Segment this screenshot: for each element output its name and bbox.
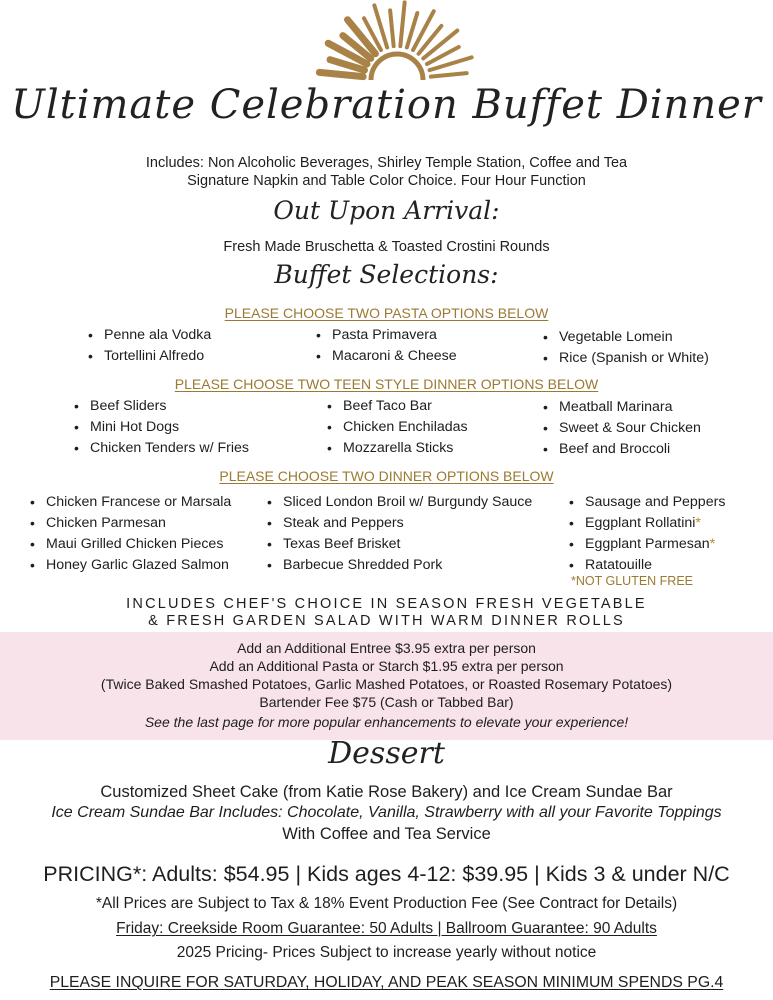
friday-guarantee: Friday: Creekside Room Guarantee: 50 Adults | Ballroom Guarantee: 90 Adults: [116, 920, 657, 937]
pricing-line: PRICING*: Adults: $54.95 | Kids ages 4-12: $39.95 | Kids 3 & under N/C: [43, 862, 730, 886]
addon-entree: Add an Additional Entree $3.95 extra per person: [237, 640, 536, 656]
list-item: • Rice (Spanish or White): [543, 348, 709, 369]
dessert-heading: Dessert: [328, 736, 445, 771]
list-item: • Vegetable Lomein: [543, 327, 709, 348]
list-item: • Steak and Peppers: [267, 513, 532, 534]
addon-potatoes: (Twice Baked Smashed Potatoes, Garlic Mashed Potatoes, or Roasted Rosemary Potatoes): [100, 676, 673, 692]
list-item: • Penne ala Vodka: [88, 325, 211, 346]
inquire-note: PLEASE INQUIRE FOR SATURDAY, HOLIDAY, AND PEAK SEASON MINIMUM SPENDS PG.4: [49, 974, 724, 991]
logo-ray: [390, 10, 394, 46]
list-item: • Macaroni & Cheese: [316, 346, 457, 367]
list-item: • Maui Grilled Chicken Pieces: [30, 534, 231, 555]
teen-heading: PLEASE CHOOSE TWO TEEN STYLE DINNER OPTIONS BELOW: [174, 376, 599, 392]
list-item: • Chicken Francese or Marsala: [30, 492, 231, 513]
dessert-line-2: Ice Cream Sundae Bar Includes: Chocolate, Vanilla, Strawberry with all your Favorite Toppings: [51, 804, 722, 821]
addon-bartender: Bartender Fee $75 (Cash or Tabbed Bar): [259, 694, 514, 710]
arrival-heading: Out Upon Arrival:: [273, 196, 500, 225]
list-item: • Beef Taco Bar: [327, 396, 468, 417]
list-item: • Honey Garlic Glazed Salmon: [30, 555, 231, 576]
list-item: • Mini Hot Dogs: [74, 417, 249, 438]
pricing-year-note: 2025 Pricing- Prices Subject to increase yearly without notice: [176, 944, 597, 961]
dinner-col-2: [267, 492, 532, 576]
chef-choice-line-2: & FRESH GARDEN SALAD WITH WARM DINNER ROLLS: [148, 613, 625, 629]
dinner-heading: PLEASE CHOOSE TWO DINNER OPTIONS BELOW: [219, 468, 554, 484]
list-item-text: Eggplant Rollatini: [585, 515, 696, 531]
list-item: • Texas Beef Brisket: [267, 534, 532, 555]
buffet-heading: Buffet Selections:: [274, 260, 499, 289]
teen-col-2: [327, 396, 468, 459]
page-title: Ultimate Celebration Buffet Dinner: [11, 82, 762, 128]
logo-ray: [400, 2, 404, 46]
dinner-col-3: [569, 492, 725, 576]
logo-ray: [431, 73, 467, 77]
chef-choice-line-1: INCLUDES CHEF'S CHOICE IN SEASON FRESH VEGETABLE: [126, 596, 647, 612]
not-gluten-free-note: *NOT GLUTEN FREE: [571, 574, 694, 588]
list-item: • Meatball Marinara: [543, 397, 701, 418]
sunrise-rays-logo-icon: [300, 0, 490, 86]
addon-enhancements-note: See the last page for more popular enhancements to elevate your experience!: [144, 714, 629, 730]
teen-col-3: [543, 397, 701, 460]
list-item-text: Eggplant Parmesan: [585, 536, 710, 552]
list-item: • Chicken Tenders w/ Fries: [74, 438, 249, 459]
list-item: • Beef and Broccoli: [543, 439, 701, 460]
list-item: [569, 534, 725, 555]
arrival-text: Fresh Made Bruschetta & Toasted Crostini Rounds: [223, 239, 550, 255]
teen-col-1: [74, 396, 249, 459]
dessert-line-1: Customized Sheet Cake (from Katie Rose Bakery) and Ice Cream Sundae Bar: [100, 783, 673, 801]
pasta-col-2: [316, 325, 457, 367]
pasta-col-3: [543, 327, 709, 369]
list-item: • Sweet & Sour Chicken: [543, 418, 701, 439]
list-item: • Tortellini Alfredo: [88, 346, 211, 367]
pasta-col-1: [88, 325, 211, 367]
list-item: • Sliced London Broil w/ Burgundy Sauce: [267, 492, 532, 513]
list-item: • Chicken Parmesan: [30, 513, 231, 534]
list-item: • Beef Sliders: [74, 396, 249, 417]
dinner-col-1: [30, 492, 231, 576]
includes-line-2: Signature Napkin and Table Color Choice. Four Hour Function: [187, 173, 586, 189]
addon-pasta: Add an Additional Pasta or Starch $1.95 extra per person: [209, 658, 564, 674]
pasta-heading: PLEASE CHOOSE TWO PASTA OPTIONS BELOW: [224, 305, 549, 321]
not-gluten-free-star: *: [709, 536, 716, 552]
list-item: • Mozzarella Sticks: [327, 438, 468, 459]
list-item: • Ratatouille: [569, 555, 725, 576]
logo-ray: [319, 72, 363, 76]
not-gluten-free-star: *: [695, 515, 701, 531]
list-item: • Barbecue Shredded Pork: [267, 555, 532, 576]
tax-note: *All Prices are Subject to Tax & 18% Event Production Fee (See Contract for Details): [95, 895, 678, 912]
includes-line-1: Includes: Non Alcoholic Beverages, Shirley Temple Station, Coffee and Tea: [145, 155, 628, 171]
list-item: [569, 513, 725, 534]
dessert-line-3: With Coffee and Tea Service: [282, 825, 491, 843]
list-item: • Sausage and Peppers: [569, 492, 725, 513]
list-item: • Pasta Primavera: [316, 325, 457, 346]
list-item: • Chicken Enchiladas: [327, 417, 468, 438]
